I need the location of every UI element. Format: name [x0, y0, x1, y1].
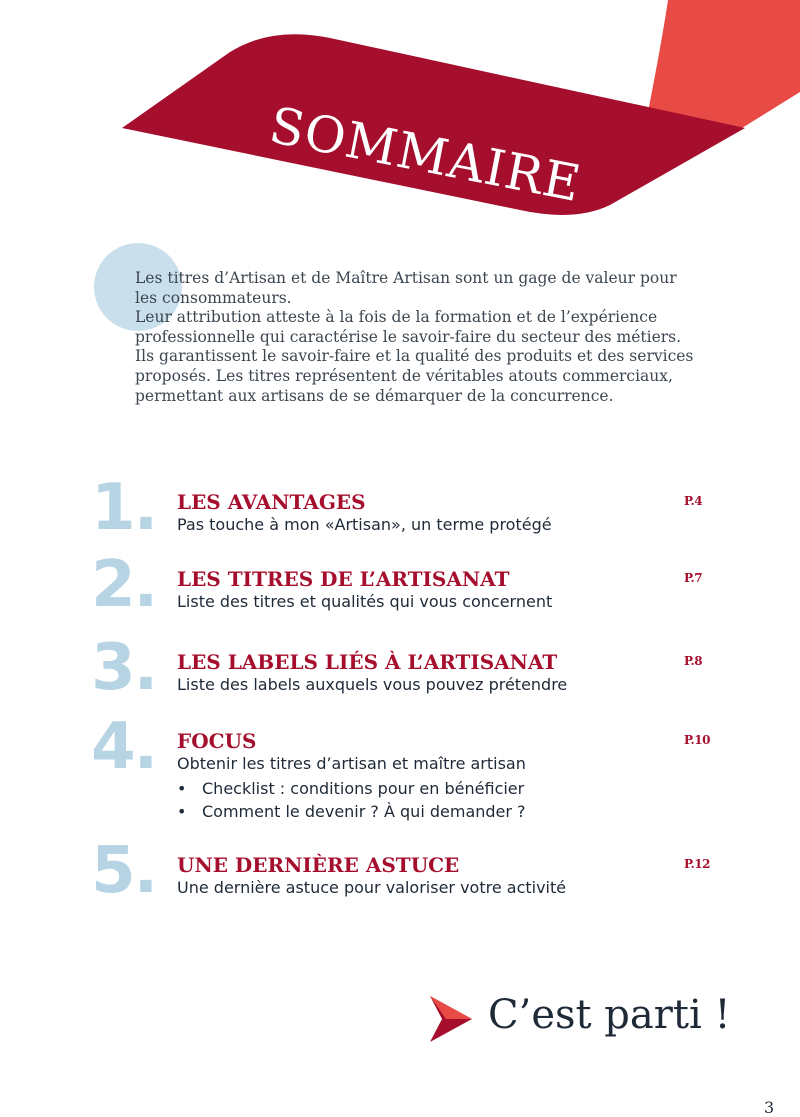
section-bullet-list: [177, 777, 526, 823]
section-title[interactable]: UNE DERNIÈRE ASTUCE: [177, 853, 460, 877]
page-title: SOMMAIRE: [264, 96, 586, 214]
section-page-ref: P.4: [684, 494, 703, 508]
section-number: 5.: [91, 834, 156, 908]
toc-section-focus[interactable]: [0, 710, 800, 829]
section-page-ref: P.12: [684, 857, 710, 871]
section-page-ref: P.8: [684, 654, 703, 668]
ribbon-accent-shape: [648, 0, 800, 128]
arrow-right-icon: [428, 992, 476, 1042]
intro-text: [135, 269, 695, 406]
toc-section-astuce[interactable]: [0, 834, 800, 963]
list-item: [177, 800, 526, 823]
section-number: 4.: [91, 710, 156, 784]
section-title[interactable]: FOCUS: [177, 729, 257, 753]
section-page-ref: P.7: [684, 571, 703, 585]
cest-parti-link[interactable]: [428, 992, 748, 1048]
section-page-ref: P.10: [684, 733, 710, 747]
cta-label[interactable]: C’est parti !: [488, 992, 731, 1038]
section-number: 2.: [91, 548, 156, 622]
section-description: Une dernière astuce pour valoriser votre activité: [177, 878, 567, 897]
list-item: [177, 777, 526, 800]
section-title[interactable]: LES AVANTAGES: [177, 490, 366, 514]
section-description: Liste des labels auxquels vous pouvez prétendre: [177, 675, 568, 694]
section-title[interactable]: LES LABELS LIÉS À L’ARTISANAT: [177, 650, 558, 674]
intro-paragraph: Les titres d’Artisan et de Maître Artisan sont un gage de valeur pour les consommateurs.: [135, 269, 677, 307]
section-description: Pas touche à mon «Artisan», un terme protégé: [177, 515, 552, 534]
section-number: 1.: [91, 471, 156, 545]
section-description: Obtenir les titres d’artisan et maître artisan: [177, 754, 526, 773]
section-title[interactable]: LES TITRES DE L’ARTISANAT: [177, 567, 510, 591]
intro-paragraph: Leur attribution atteste à la fois de la formation et de l’expérience professionnelle qui caractérise le savoir-faire du secteur des métiers. Ils garantissent le savoir-faire et la qualité des produits et des services proposés. Les titres représentent de véritables atouts commerciaux, permettant aux artisans de se démarquer de la concurrence.: [135, 308, 694, 405]
bullet-text: Comment le devenir ? À qui demander ?: [202, 802, 526, 821]
section-description: Liste des titres et qualités qui vous concernent: [177, 592, 553, 611]
bullet-text: Checklist : conditions pour en bénéficier: [202, 779, 525, 798]
ribbon-main-shape: [122, 34, 745, 215]
bullet-dot: •: [177, 802, 187, 821]
bullet-dot: •: [177, 779, 187, 798]
section-number: 3.: [91, 631, 156, 705]
page-number: 3: [764, 1098, 775, 1117]
